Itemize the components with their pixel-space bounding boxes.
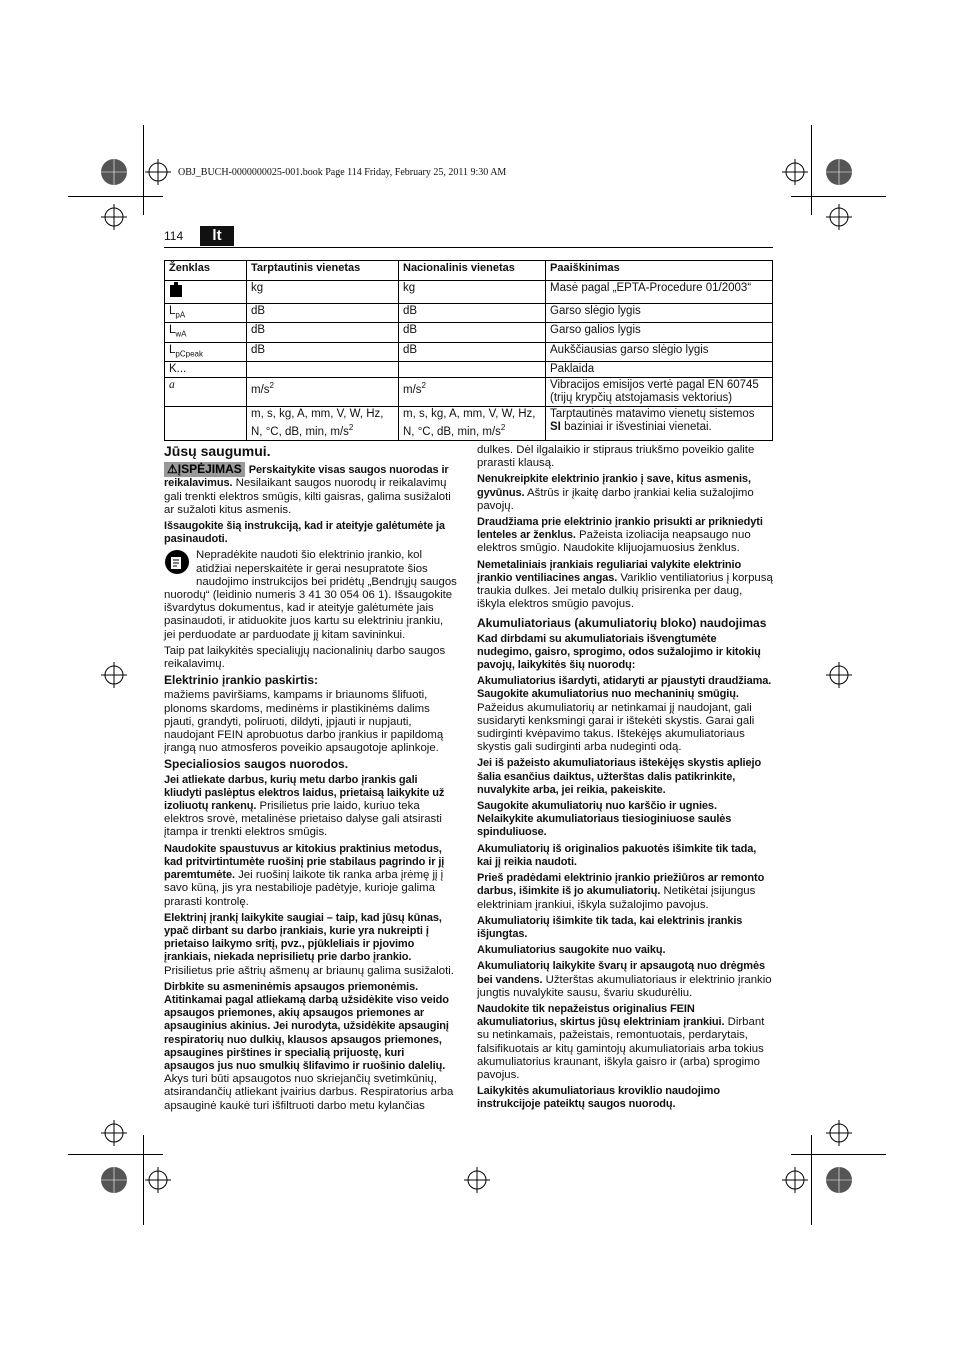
table-row [165,406,773,440]
table-cell: dB [247,323,399,342]
paragraph: Jei iš pažeisto akumuliatoriaus ištekėjęs skystis apliejo šalia esančius daiktus, užterštas dalis patikrinkite, nuvalykite arba, jei reikia, pakeiskite. [477,757,762,796]
paragraph: Nemetaliniais įrankiais reguliariai valykite elektrinio įrankio ventiliacines angas. Variklio ventiliatorius į korpusą traukia dulkes. Jei metalo dulkių prisirenka per daug, iškyla elektros smūgio pavojus. [477,558,773,611]
table-cell [247,361,399,377]
paragraph: Akumuliatorių išimkite tik tada, kai elektrinis įrankis išjungtas. [477,914,743,940]
table-cell: $m/s^2$ [399,377,546,406]
paragraph: dulkes. Dėl ilgalaikio ir stipraus triukšmo poveikio galite prarasti klausą. [477,444,755,470]
table-cell: m, s, kg, A, mm, V, W, Hz, N, °C, dB, min, $m/s^2$ [399,406,546,440]
subheading: Elektrinio įrankio paskirtis: [164,673,319,688]
table-cell: Garso slėgio lygis [546,304,773,323]
table-cell: Tarptautinės matavimo vienetų sistemos SI baziniai ir išvestiniai vienetai. [546,406,773,440]
table-row [165,304,773,323]
table-cell: Vibracijos emisijos vertė pagal EN 60745 (trijų krypčių atstojamasis vektorius) [546,377,773,406]
paragraph: Naudokite spaustuvus ar kitokius praktinius metodus, kad pritvirtintumėte ruošinį prie stabilaus pagrindo ir jį paremtumėte. Jei ruošinį laikote tik ranka arba įrėmę jį į savo kūną, jis yra nestabilioje padėtyje, kurioje galima prarasti kontrolę. [164,842,445,908]
table-cell: Masė pagal „EPTA-Procedure 01/2003“ [546,281,773,304]
paragraph: Akumuliatorių iš originalios pakuotės išimkite tik tada, kai jį reikia naudoti. [477,842,757,868]
paragraph: Draudžiama prie elektrinio įrankio prisukti ar prikniedyti lenteles ar ženklus. Pažeista izoliacija neapsaugo nuo elektros smūgio. Naudokite klijuojamuosius ženklus. [477,516,763,555]
paragraph: Nenukreipkite elektrinio įrankio į save, kitus asmenis, gyvūnus. Aštrūs ir įkaitę darbo įrankiai kelia sužalojimo pavojų. [477,473,754,512]
symbol-cell [165,406,247,440]
table-row [165,342,773,361]
table-cell: $m/s^2$ [247,377,399,406]
table-cell: kg [399,281,546,304]
table-header-row [165,261,773,281]
table-cell: Aukščiausias garso slėgio lygis [546,342,773,361]
paragraph: Akumuliatorių laikykite švarų ir apsaugotą nuo drėgmės bei vandens. Užterštas akumuliatoriaus ir elektrinio įrankio jungtis nuvalykite sausu, švariu skudurėliu. [477,960,772,999]
paragraph: Kad dirbdami su akumuliatoriais išvengtumėte nudegimo, gaisro, sprogimo, odos sužalojimo ir kitokių pavojų, laikykitės šių nuorodų: [477,632,761,672]
paragraph: Akumuliatorius saugokite nuo vaikų. [477,944,666,957]
symbol-cell: K... [165,361,247,377]
paragraph: Prieš pradėdami elektrinio įrankio priežiūros ar remonto darbus, išimkite iš jo akumuliatorių. Netikėtai įsijungus elektriniam įrankiui, iškyla sužalojimo pavojus. [477,872,765,911]
table-cell: Garso galios lygis [546,323,773,342]
table-row [165,361,773,377]
paragraph: Akumuliatorius išardyti, atidaryti ar pjaustyti draudžiama. Saugokite akumuliatorius nuo mechaninių smūgių. Pažeidus akumuliatorių ar netinkamai jį naudojant, gali susidaryti kenksmingi garai ir ištekėti skystis. Garai gali sudirginti kvėpavimo takus. Ištekėjęs akumuliatoriaus skystis gali sudirginti arba nudeginti odą. [477,675,772,754]
paragraph: Saugokite akumuliatorių nuo karščio ir ugnies. Nelaikykite akumuliatoriaus tiesioginiuose saulės spinduliuose. [477,800,732,839]
table-cell: kg [247,281,399,304]
table-cell: dB [399,304,546,323]
table-header: Tarptautinis vienetas [247,261,399,281]
read-manual-icon [164,549,190,579]
table-header: Nacionalinis vienetas [399,261,546,281]
symbol-cell: $L_{wA}$ [165,323,247,342]
table-cell: dB [399,342,546,361]
warning-paragraph: ⚠ĮSPĖJIMAS Perskaitykite visas saugos nuorodas ir reikalavimus. Nesilaikant saugos nuorodų ir reikalavimų gali trenkti elektros smūgis, kilti gaisras, galima susižaloti ar sužaloti kitus asmenis. [164,462,451,516]
paragraph: Išsaugokite šią instrukciją, kad ir ateityje galėtumėte ja pasinaudoti. [164,520,445,546]
page-number: 114 [164,229,184,243]
table-header: Ženklas [165,261,247,281]
table-cell: Paklaida [546,361,773,377]
subheading: Akumuliatoriaus (akumuliatorių bloko) naudojimas [477,616,767,631]
paragraph: Jei atliekate darbus, kurių metu darbo įrankis gali kliudyti paslėptus elektros laidus, prietaisą laikykite už izoliuotų rankenų. Prisilietus prie laido, kuriuo teka elektros srovė, metalinėse prietaiso dalyse gali atsirasti įtampa ir trenkti elektros smūgis. [164,773,445,839]
file-header: OBJ_BUCH-0000000025-001.book Page 114 Friday, February 25, 2011 9:30 AM [178,167,507,178]
right-column [477,444,773,1115]
table-row [165,377,773,406]
subheading: Specialiosios saugos nuorodos. [164,757,349,772]
symbol-cell: a [165,377,247,406]
paragraph: Elektrinį įrankį laikykite saugiai – taip, kad jūsų kūnas, ypač dirbant su darbo įrankiais, kurie yra nukreipti į prietaiso laikymo sritį, pvz., pjūkleliais ir pjovimo įrankiais, niekada neprisilietų prie darbo įrankio. Prisilietus prie aštrių ašmenų ar briaunų galima susižaloti. [164,911,454,977]
paragraph: Nepradėkite naudoti šio elektrinio įrankio, kol atidžiai neperskaitėte ir gerai nesupratote šios naudojimo instrukcijos bei pridėtų „Bendrųjų saugos nuorodų“ (leidinio numeris 3 41 30 054 06 1). Išsaugokite išvardytus dokumentus, kad ir ateityje galėtumėte jais pasinaudoti, ir atiduokite juos kartu su elektriniu įrankiu, jei perduodate ar parduodate jį kitam savininkui. [164,549,457,641]
paragraph: Taip pat laikykitės specialiųjų nacionalinių darbo saugos reikalavimų. [164,644,446,671]
table-cell: dB [399,323,546,342]
left-column [164,445,457,1116]
paragraph: Naudokite tik nepažeistus originalius FEIN akumuliatorius, skirtus jūsų elektriniam įrankiui. Dirbant su netinkamais, pažeistais, remontuotais, perdarytais, falsifikuotais ar kitų gamintojų akumuliatoriais arba tokius akumuliatorius kraunant, iškyla gaisro ir (arba) sprogimo pavojus. [477,1002,765,1081]
table-row [165,323,773,342]
table-cell [399,361,546,377]
table-cell: dB [247,304,399,323]
language-tab: lt [200,226,234,246]
paragraph: mažiems paviršiams, kampams ir briaunoms šlifuoti, plonoms skardoms, medinėms ir plastikinėms dalims pjauti, grandyti, poliruoti, dildyti, įpjauti ir nupjauti, naudojant FEIN aprobuotus darbo įrankius ir papildomą įrangą nuo atmosferos poveikio apsaugotoje aplinkoje. [164,689,444,755]
paragraph: Dirbkite su asmeninėmis apsaugos priemonėmis. Atitinkamai pagal atliekamą darbą užsidėkite viso veido apsaugos priemones, akių apsaugos priemones ar apsauginius akinius. Jei nurodyta, užsidėkite apsauginį respiratorių nuo dulkių, klausos apsaugos priemones, apsaugines pirštines ir specialią prijuostę, kuri apsaugos jus nuo smulkių šlifavimo ir ruošinio dalelių. Akys turi būti apsaugotos nuo skriejančių svetimkūnių, atsirandančių atliekant įvairius darbus. Respiratorius arba apsauginė kaukė turi išfiltruoti darbo metu kylančias [164,980,454,1112]
warning-triangle-icon: ⚠ [167,462,178,477]
symbol-cell: $L_{pCpeak}$ [165,342,247,361]
table-header: Paaiškinimas [546,261,773,281]
symbol-cell: $L_{pA}$ [165,304,247,323]
section-title: Jūsų saugumui. [164,443,271,459]
table-row [165,281,773,304]
header-rule [164,247,773,248]
units-table [164,260,773,441]
table-cell: dB [247,342,399,361]
paragraph: Laikykitės akumuliatoriaus kroviklio naudojimo instrukcijoje pateiktų saugos nuorodų. [477,1085,720,1111]
weight-icon [165,281,247,304]
warning-badge: ⚠ĮSPĖJIMAS [164,462,245,477]
table-cell: m, s, kg, A, mm, V, W, Hz, N, °C, dB, min, $m/s^2$ [247,406,399,440]
